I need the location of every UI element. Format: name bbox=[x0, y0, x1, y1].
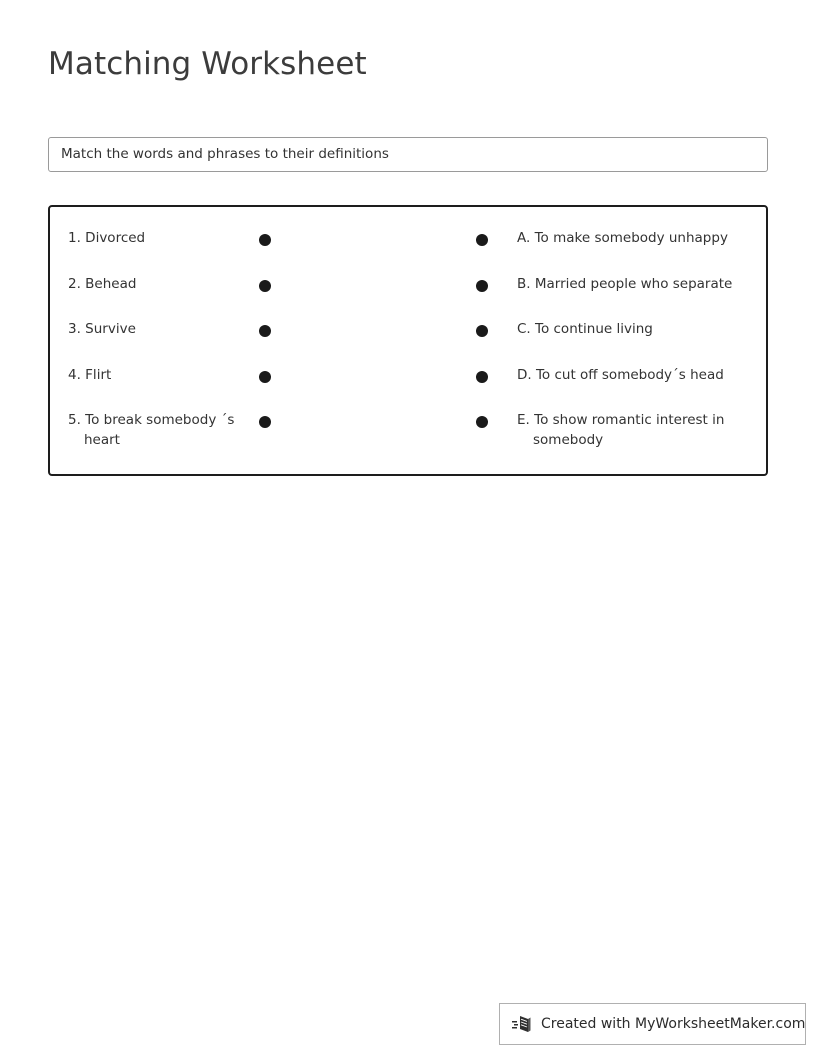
definition-cell bbox=[517, 320, 749, 339]
term-text: 3. Survive bbox=[68, 321, 136, 338]
page-title: Matching Worksheet bbox=[48, 46, 367, 82]
definition-text: A. To make somebody unhappy bbox=[517, 230, 728, 246]
term-connector-dot[interactable] bbox=[259, 234, 271, 246]
definition-cell bbox=[517, 229, 749, 248]
term-cell bbox=[68, 275, 254, 294]
matching-rows bbox=[50, 207, 766, 457]
term-cell bbox=[68, 320, 254, 339]
instructions-text: Match the words and phrases to their definitions bbox=[61, 146, 389, 163]
definition-connector-dot[interactable] bbox=[476, 280, 488, 292]
term-cell bbox=[68, 366, 254, 385]
definition-text: D. To cut off somebody´s head bbox=[517, 366, 724, 383]
matching-row bbox=[50, 320, 766, 366]
instructions-box bbox=[48, 137, 768, 172]
definition-connector-dot[interactable] bbox=[476, 371, 488, 383]
term-text: 4. Flirt bbox=[68, 366, 112, 383]
definition-text: B. Married people who separate bbox=[517, 275, 733, 292]
term-text: 5. To break somebody ´s heart bbox=[68, 412, 235, 448]
matching-row bbox=[50, 411, 766, 457]
term-connector-dot[interactable] bbox=[259, 325, 271, 337]
term-cell bbox=[68, 229, 254, 248]
footer-attribution-text: Created with MyWorksheetMaker.com bbox=[541, 1016, 806, 1032]
definition-text: C. To continue living bbox=[517, 321, 653, 338]
term-connector-dot[interactable] bbox=[259, 371, 271, 383]
term-text: 1. Divorced bbox=[68, 230, 146, 246]
definition-connector-dot[interactable] bbox=[476, 416, 488, 428]
definition-text: E. To show romantic interest in somebody bbox=[517, 412, 725, 448]
definition-cell bbox=[517, 411, 749, 449]
term-text: 2. Behead bbox=[68, 275, 137, 292]
worksheet-maker-logo-icon bbox=[511, 1013, 533, 1035]
matching-exercise-box bbox=[48, 205, 768, 476]
term-connector-dot[interactable] bbox=[259, 280, 271, 292]
matching-row bbox=[50, 366, 766, 412]
definition-connector-dot[interactable] bbox=[476, 234, 488, 246]
matching-row bbox=[50, 229, 766, 275]
footer-attribution-badge[interactable] bbox=[499, 1003, 806, 1045]
definition-cell bbox=[517, 366, 749, 385]
definition-connector-dot[interactable] bbox=[476, 325, 488, 337]
term-cell bbox=[68, 411, 254, 449]
definition-cell bbox=[517, 275, 749, 294]
matching-row bbox=[50, 275, 766, 321]
term-connector-dot[interactable] bbox=[259, 416, 271, 428]
